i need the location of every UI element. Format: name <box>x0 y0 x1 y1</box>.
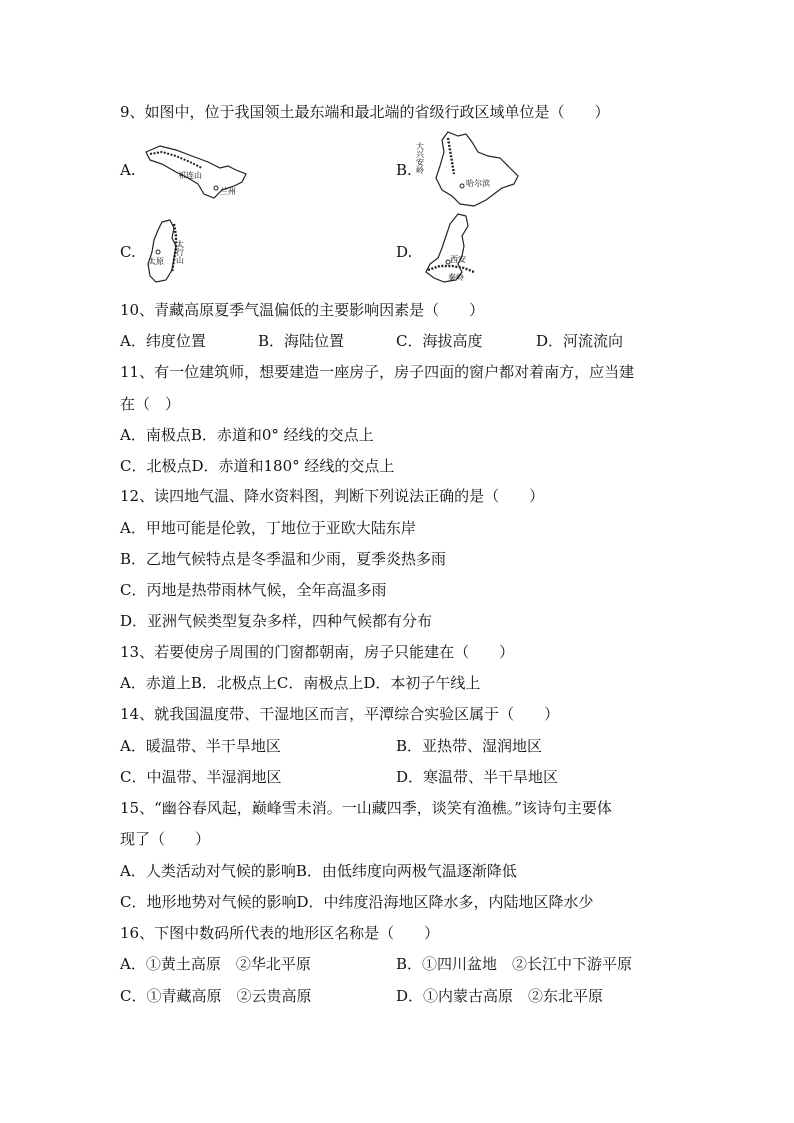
q14-option-d: D．寒温带、半干旱地区 <box>396 768 559 786</box>
q9-option-a-map <box>142 140 252 202</box>
map-label-lanzhou: 兰州 <box>220 187 236 196</box>
q15-stem-line1: 15、“幽谷春风起，巅峰雪未消。一山藏四季，谈笑有渔樵。”该诗句主要体 <box>120 799 612 817</box>
q16-stem: 16、下图中数码所代表的地形区名称是（ ） <box>120 924 440 942</box>
q16-option-a: A．①黄土高原 ②华北平原 <box>120 955 311 973</box>
q12-option-d: D．亚洲气候类型复杂多样，四种气候都有分布 <box>120 612 433 630</box>
q12-option-c: C．丙地是热带雨林气候，全年高温多雨 <box>120 581 387 599</box>
q11-stem-line2: 在（ ） <box>120 395 181 413</box>
q9-option-d-map <box>418 210 488 286</box>
q10-option-b: B．海陆位置 <box>258 332 345 350</box>
map-label-xian: 西安 <box>450 255 466 264</box>
q9-option-b-map <box>415 128 528 212</box>
q14-option-a: A．暖温带、半干旱地区 <box>120 737 281 755</box>
q16-option-d: D．①内蒙古高原 ②东北平原 <box>396 987 604 1005</box>
q13-options: A．赤道上B．北极点上C．南极点上D．本初子午线上 <box>120 674 481 692</box>
q15-stem-line2: 现了（ ） <box>120 830 211 848</box>
q9-option-b-letter: B. <box>396 161 412 179</box>
map-label-qilian: 祁连山 <box>178 171 202 180</box>
q12-option-b: B．乙地气候特点是冬季温和少雨，夏季炎热多雨 <box>120 550 447 568</box>
q10-option-a: A．纬度位置 <box>120 332 206 350</box>
q14-option-b: B．亚热带、湿润地区 <box>396 737 543 755</box>
q9-option-c-letter: C. <box>120 243 136 261</box>
map-label-harbin: 哈尔滨 <box>466 179 490 188</box>
q9-stem: 9、如图中，位于我国领土最东端和最北端的省级行政区域单位是（ ） <box>120 103 610 121</box>
q9-option-a-letter: A. <box>120 161 136 179</box>
q12-option-a: A．甲地可能是伦敦，丁地位于亚欧大陆东岸 <box>120 519 416 537</box>
q15-option-cd: C．地形地势对气候的影响D．中纬度沿海地区降水多，内陆地区降水少 <box>120 893 594 911</box>
q11-option-ab: A．南极点B．赤道和0° 经线的交点上 <box>120 426 374 444</box>
q11-stem-line1: 11、有一位建筑师，想要建造一座房子，房子四面的窗户都对着南方，应当建 <box>120 363 635 381</box>
map-label-daxinganling: 大兴安岭 <box>415 142 425 174</box>
map-label-taihang: 太行山 <box>175 240 185 264</box>
q9-option-c-map <box>142 218 198 284</box>
q11-option-cd: C．北极点D．赤道和180° 经线的交点上 <box>120 457 395 475</box>
q16-option-b: B．①四川盆地 ②长江中下游平原 <box>396 955 633 973</box>
q12-stem: 12、读四地气温、降水资料图，判断下列说法正确的是（ ） <box>120 487 545 505</box>
q10-option-d: D．河流流向 <box>536 332 624 350</box>
q16-option-c: C．①青藏高原 ②云贵高原 <box>120 987 312 1005</box>
q10-option-c: C．海拔高度 <box>396 332 483 350</box>
map-label-taiyuan: 太原 <box>148 257 164 266</box>
q14-option-c: C．中温带、半湿润地区 <box>120 768 282 786</box>
map-label-qinling: 秦岭 <box>448 273 464 282</box>
q10-stem: 10、青藏高原夏季气温偏低的主要影响因素是（ ） <box>120 301 485 319</box>
q14-stem: 14、就我国温度带、干湿地区而言，平潭综合实验区属于（ ） <box>120 705 560 723</box>
q13-stem: 13、若要使房子周围的门窗都朝南，房子只能建在（ ） <box>120 643 515 661</box>
q15-option-ab: A．人类活动对气候的影响B．由低纬度向两极气温逐渐降低 <box>120 862 517 880</box>
q9-option-d-letter: D. <box>396 243 413 261</box>
